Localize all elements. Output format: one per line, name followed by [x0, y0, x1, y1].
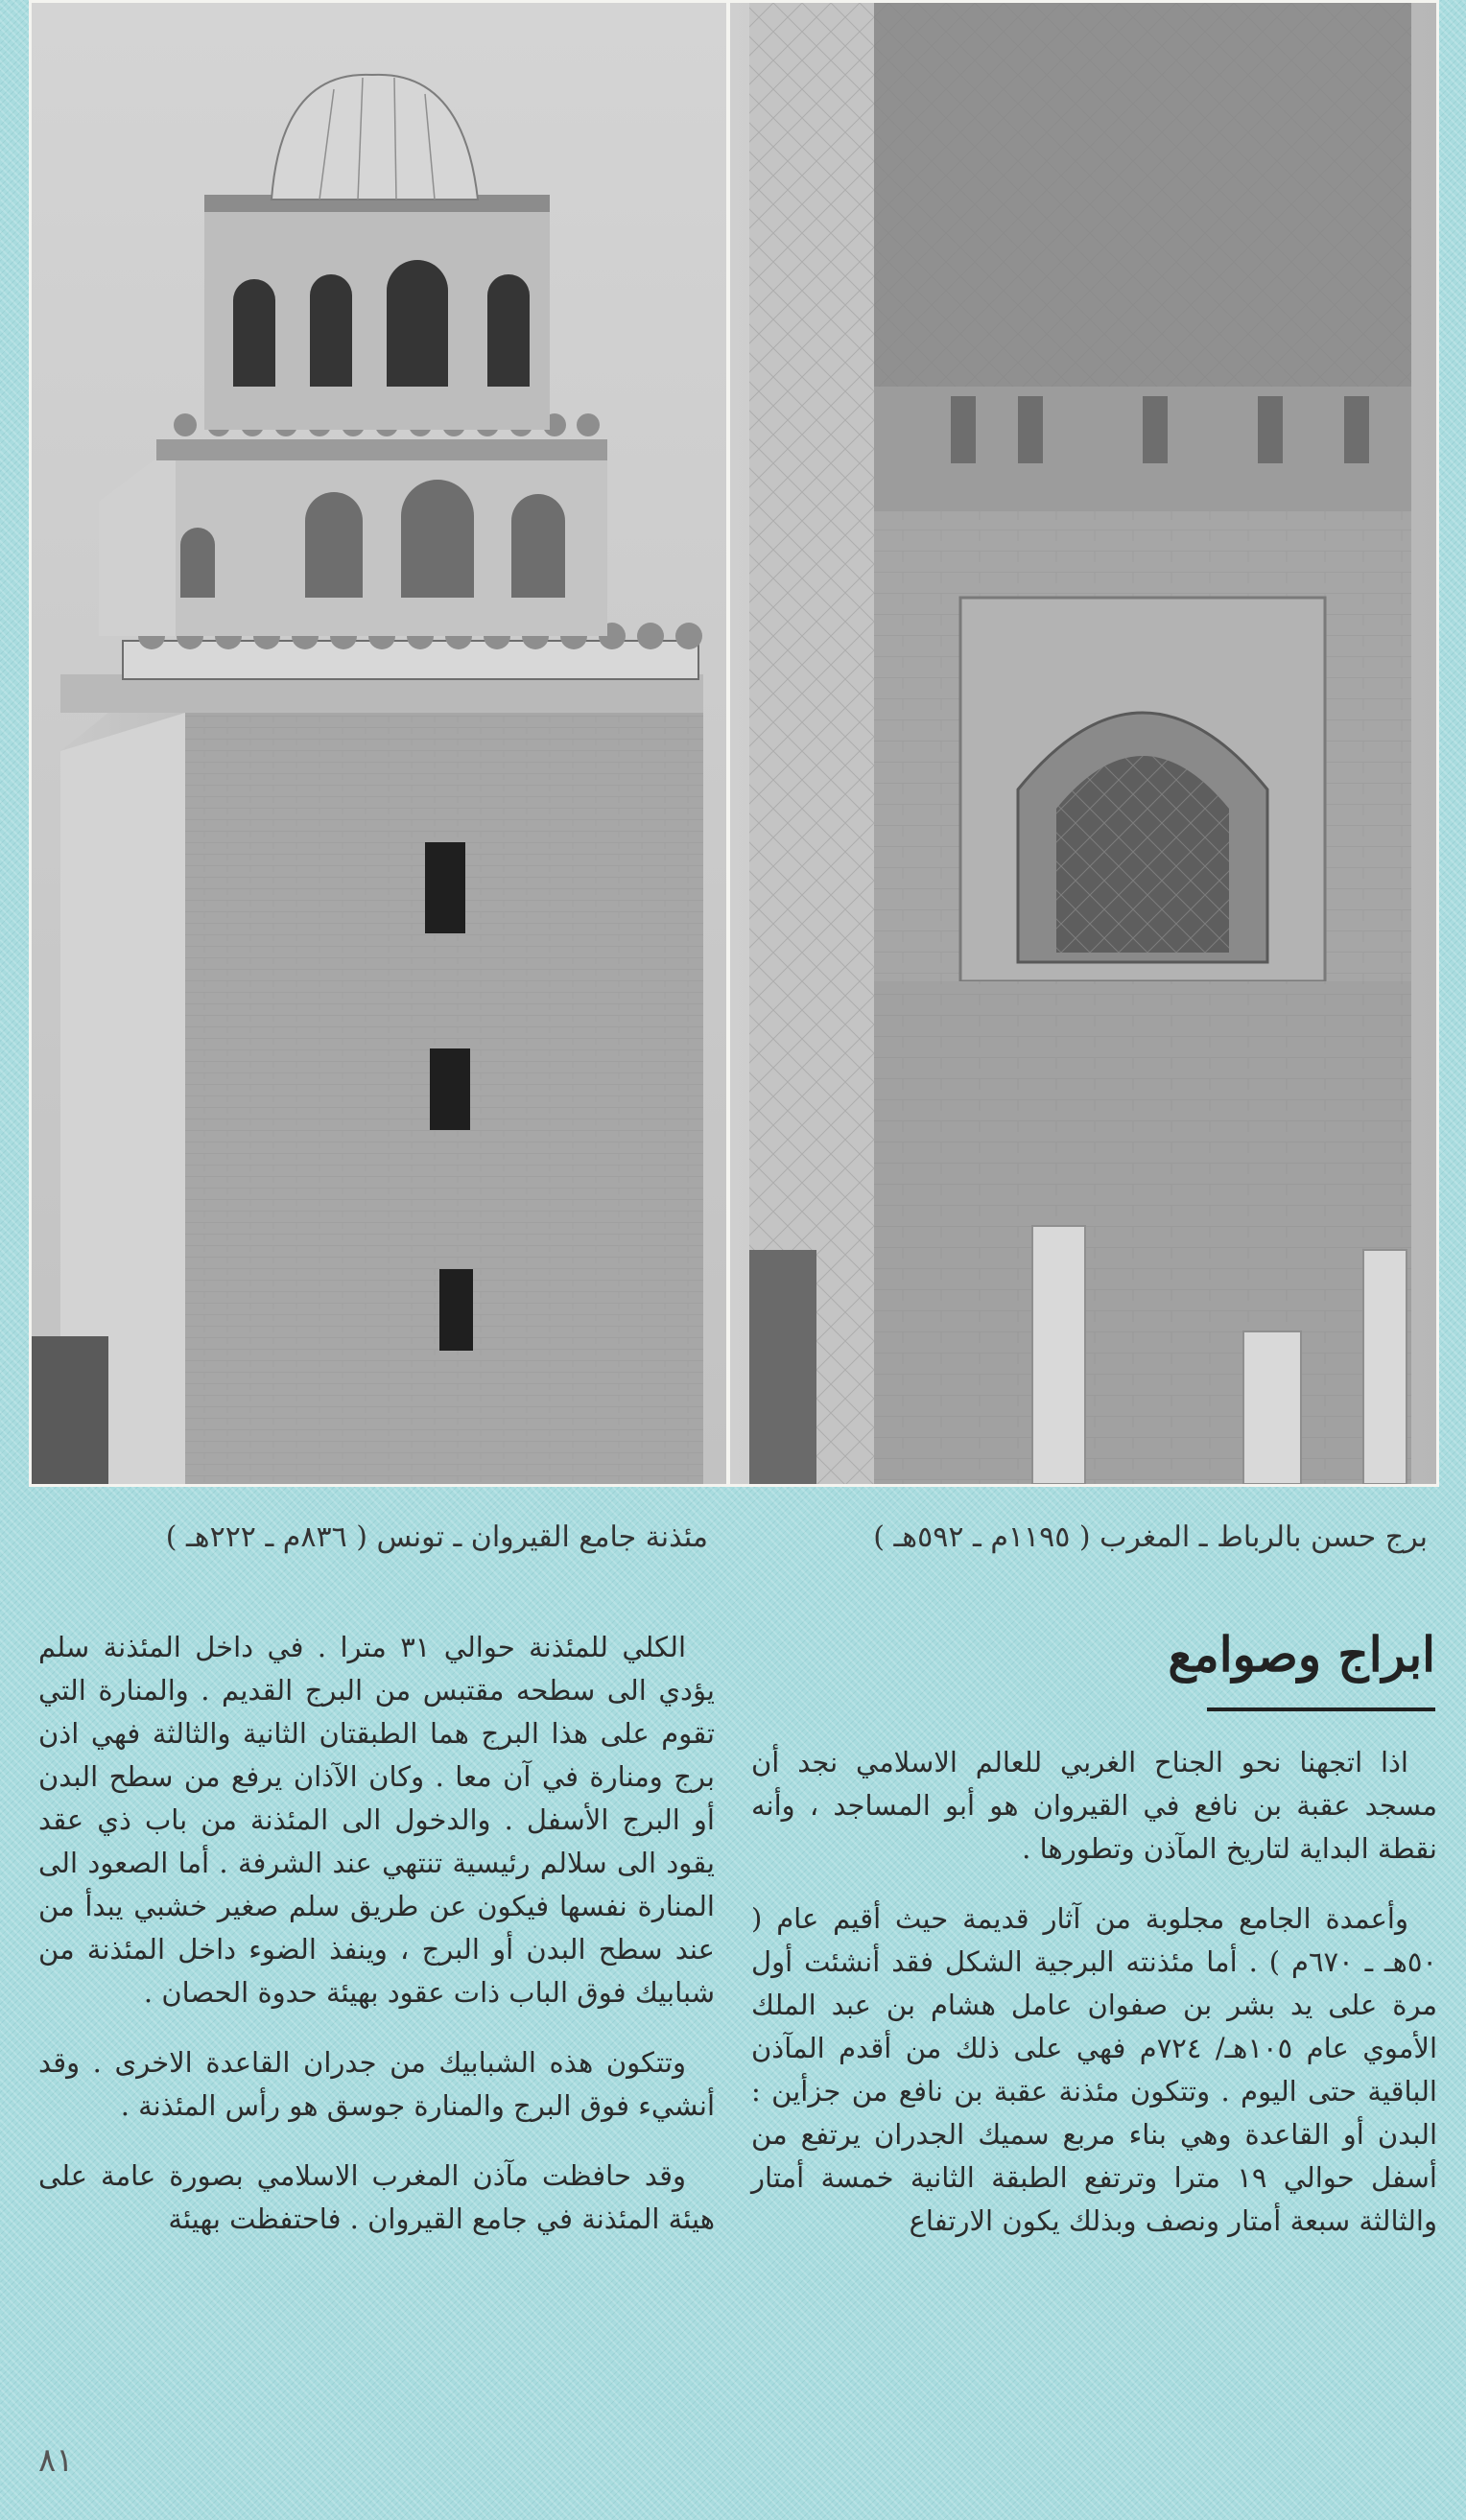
paragraph: وأعمدة الجامع مجلوبة من آثار قديمة حيث أقيم عام ( ٥٠هـ ـ ٦٧٠م ) . أما مئذنته البرجية الشكل فقد أنشئت أول مرة على يد بشر بن صفوان عامل هشام بن عبد الملك الأموي عام ١٠٥هـ/ ٧٢٤م فهي على ذلك من أقدم المآذن الباقية حتى اليوم . وتتكون مئذنة عقبة بن نافع من جزأين : البدن أو القاعدة وهي بناء مربع سميك الجدران يرتفع من أسفل حوالي ١٩ مترا وترتفع الطبقة الثانية خمسة أمتار والثالثة سبعة أمتار ونصف وبذلك يكون الارتفاع [751, 1902, 1437, 2237]
title-underline [1207, 1707, 1435, 1711]
kairouan-minaret-illustration [32, 3, 726, 1484]
paragraph: وتتكون هذه الشبابيك من جدران القاعدة الاخرى . وقد أنشيء فوق البرج والمنارة جوسق هو رأس المئذنة . [38, 2046, 715, 2122]
caption-hassan-tower: برج حسن بالرباط ـ المغرب ( ١١٩٥م ـ ٥٩٢هـ ) [873, 1520, 1428, 1554]
paragraph: الكلي للمئذنة حوالي ٣١ مترا . في داخل المئذنة سلم يؤدي الى سطحه مقتبس من البرج القديم . والمنارة التي تقوم على هذا البرج هما الطبقتان الثانية والثالثة فهي اذن برج ومنارة في آن معا . وكان الآذان يرفع من سطح البدن أو البرج الأسفل . والدخول الى المئذنة من باب ذي عقد يقود الى سلالم رئيسية تنتهي عند الشرفة . أما الصعود الى المنارة نفسها فيكون عن طريق سلم صغير خشبي يبدأ من عند سطح البدن أو البرج ، وينفذ الضوء داخل المئذنة من شبابيك فوق الباب ذات عقود بهيئة حدوة الحصان . [38, 1631, 715, 2009]
text-column-right [751, 1741, 1437, 2270]
hassan-tower-photo [727, 0, 1439, 1487]
page-number: ٨١ [38, 2441, 74, 2480]
paragraph: وقد حافظت مآذن المغرب الاسلامي بصورة عامة على هيئة المئذنة في جامع القيروان . فاحتفظت بهيئة [38, 2159, 715, 2235]
text-column-left [38, 1626, 715, 2268]
paragraph: اذا اتجهنا نحو الجناح الغربي للعالم الاسلامي نجد أن مسجد عقبة بن نافع في القيروان هو أبو المساجد ، وأنه نقطة البداية لتاريخ المآذن وتطورها . [751, 1746, 1437, 1865]
article-title: ابراج وصوامع [1168, 1626, 1435, 1683]
hassan-tower-illustration [730, 3, 1436, 1484]
caption-kairouan: مئذنة جامع القيروان ـ تونس ( ٨٣٦م ـ ٢٢٢هـ ) [165, 1520, 708, 1554]
kairouan-minaret-photo [29, 0, 729, 1487]
